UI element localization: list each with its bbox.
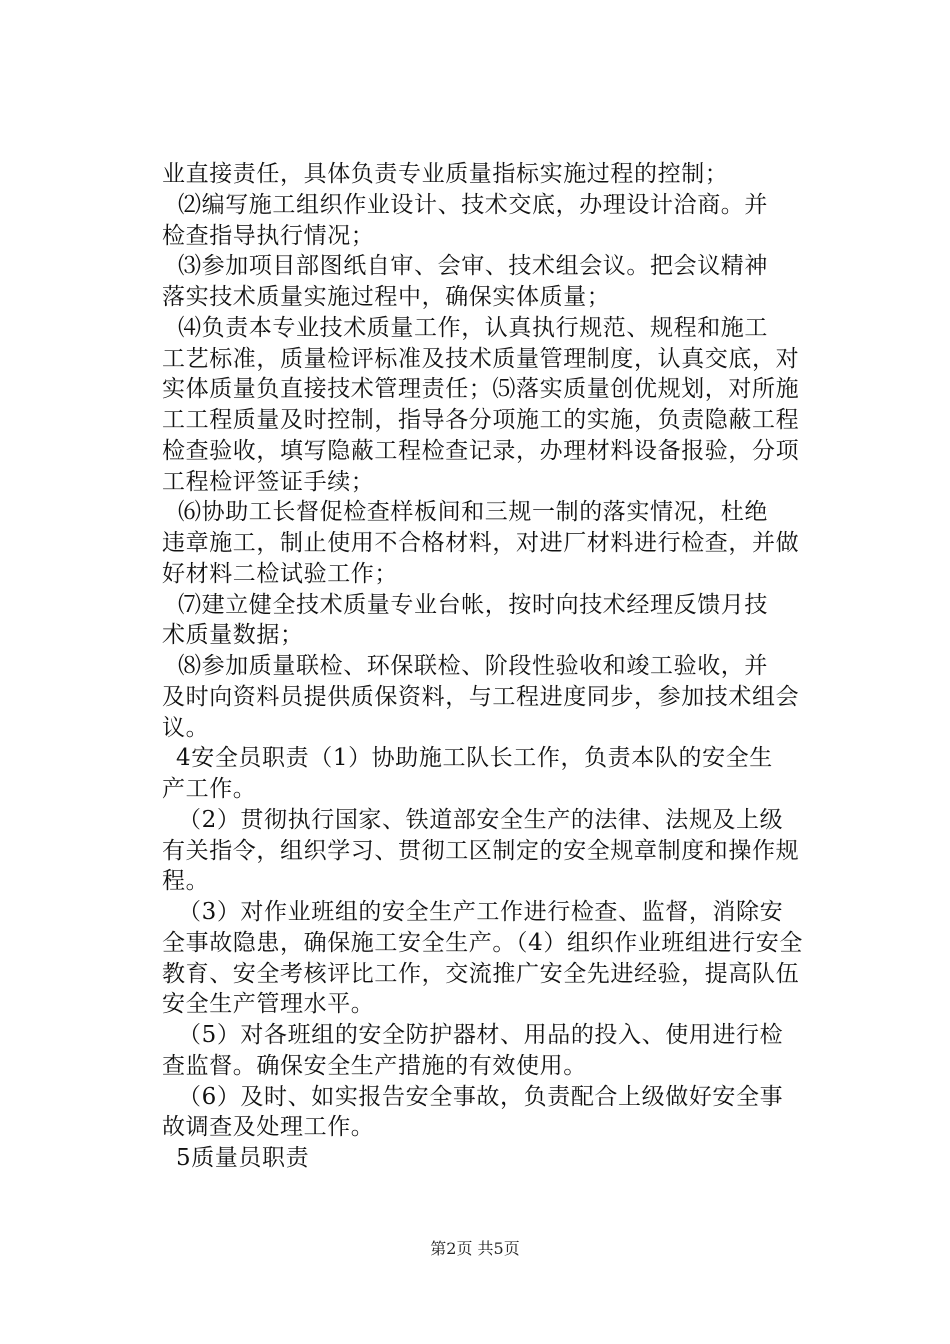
text-line: ⑵编写施工组织作业设计、技术交底，办理设计洽商。并 xyxy=(178,192,768,218)
text-line: 好材料二检试验工作； xyxy=(162,561,398,587)
text-line: 教育、安全考核评比工作，交流推广安全先进经验，提高队伍 xyxy=(162,961,800,987)
text-line: ⑻参加质量联检、环保联检、阶段性验收和竣工验收，并 xyxy=(178,653,768,679)
text-line: 术质量数据； xyxy=(162,622,304,648)
text-line: 4安全员职责（1）协助施工队长工作，负责本队的安全生 xyxy=(176,745,773,771)
text-line: 安全生产管理水平。 xyxy=(162,991,375,1017)
text-line: 故调查及处理工作。 xyxy=(162,1114,375,1140)
text-line: （5）对各班组的安全防护器材、用品的投入、使用进行检 xyxy=(178,1022,784,1048)
text-line: 落实技术质量实施过程中，确保实体质量； xyxy=(162,284,611,310)
text-line: 全事故隐患，确保施工安全生产。（4）组织作业班组进行安全 xyxy=(162,930,803,956)
text-line: 及时向资料员提供质保资料，与工程进度同步，参加技术组会 xyxy=(162,684,800,710)
text-line: ⑺建立健全技术质量专业台帐，按时向技术经理反馈月技 xyxy=(178,592,768,618)
text-line: ⑶参加项目部图纸自审、会审、技术组会议。把会议精神 xyxy=(178,253,768,279)
page-number-label: 第2页 共5页 xyxy=(430,1239,520,1258)
text-line: 议。 xyxy=(162,715,210,741)
text-line: 5质量员职责 xyxy=(176,1145,310,1171)
text-line: （2）贯彻执行国家、铁道部安全生产的法律、法规及上级 xyxy=(178,807,784,833)
text-line: 实体质量负直接技术管理责任；⑸落实质量创优规划，对所施 xyxy=(162,376,800,402)
text-line: 工工程质量及时控制，指导各分项施工的实施，负责隐蔽工程 xyxy=(162,407,800,433)
text-line: ⑹协助工长督促检查样板间和三规一制的落实情况，杜绝 xyxy=(178,499,768,525)
text-line: 业直接责任，具体负责专业质量指标实施过程的控制； xyxy=(162,161,729,187)
text-line: ⑷负责本专业技术质量工作，认真执行规范、规程和施工 xyxy=(178,315,768,341)
text-line: 检查验收，填写隐蔽工程检查记录，办理材料设备报验，分项 xyxy=(162,438,800,464)
text-line: 违章施工，制止使用不合格材料，对进厂材料进行检查，并做 xyxy=(162,530,800,556)
text-line: 产工作。 xyxy=(162,776,257,802)
text-line: 检查指导执行情况； xyxy=(162,223,375,249)
text-line: 查监督。确保安全生产措施的有效使用。 xyxy=(162,1053,587,1079)
text-line: 有关指令，组织学习、贯彻工区制定的安全规章制度和操作规 xyxy=(162,838,800,864)
text-line: （3）对作业班组的安全生产工作进行检查、监督，消除安 xyxy=(178,899,784,925)
text-line: 工艺标准，质量检评标准及技术质量管理制度，认真交底，对 xyxy=(162,346,800,372)
text-line: （6）及时、如实报告安全事故，负责配合上级做好安全事 xyxy=(178,1084,784,1110)
text-line: 工程检评签证手续； xyxy=(162,469,375,495)
page-footer xyxy=(0,1237,950,1261)
text-line: 程。 xyxy=(162,868,210,894)
